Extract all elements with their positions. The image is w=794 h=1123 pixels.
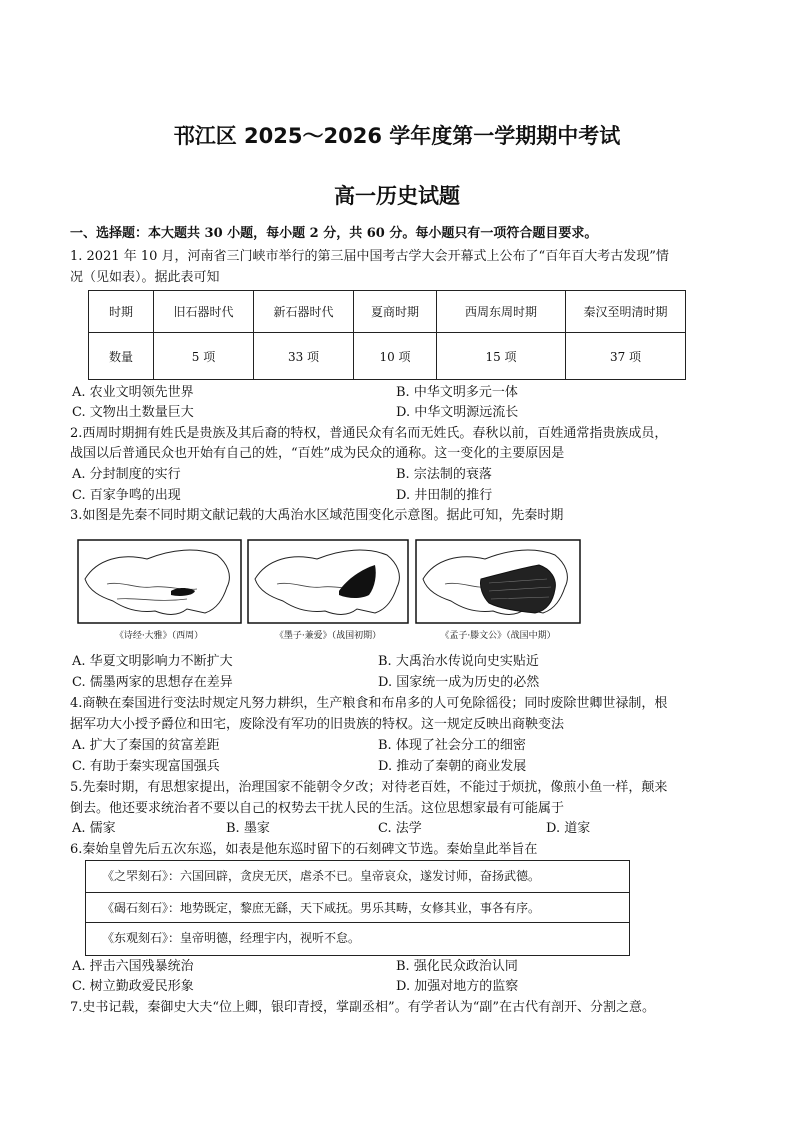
q3-option-d[interactable]: D. 国家统一成为历史的必然 bbox=[378, 675, 540, 690]
map-caption-1: 《诗经·大雅》（西周） bbox=[114, 631, 204, 641]
exam-subtitle: 高一历史试题 bbox=[334, 184, 460, 208]
table-header-cell: 秦汉至明清时期 bbox=[566, 291, 686, 333]
map-western-zhou bbox=[78, 540, 241, 623]
q4-option-a[interactable]: A. 扩大了秦国的贫富差距 bbox=[72, 738, 220, 753]
table-cell: 15 项 bbox=[437, 333, 566, 380]
q6-option-d[interactable]: D. 加强对地方的监察 bbox=[396, 979, 519, 994]
table-cell: 5 项 bbox=[154, 333, 254, 380]
q1-stem-line1: 1. 2021 年 10 月，河南省三门峡市举行的第三届中国考古学大会开幕式上公布了“百年百大考古发现”情 bbox=[70, 249, 669, 264]
table-header-cell: 西周东周时期 bbox=[437, 291, 566, 333]
q4-stem-line2: 据军功大小授予爵位和田宅，废除没有军功的旧贵族的特权。这一规定反映出商鞅变法 bbox=[70, 717, 565, 732]
q3-map-figure bbox=[77, 539, 582, 643]
table-header-cell: 旧石器时代 bbox=[154, 291, 254, 333]
q5-option-c[interactable]: C. 法学 bbox=[378, 821, 422, 836]
q1-option-d[interactable]: D. 中华文明源远流长 bbox=[396, 405, 519, 420]
q2-stem-line2: 战国以后普通民众也开始有自己的姓，“百姓”成为民众的通称。这一变化的主要原因是 bbox=[70, 446, 565, 461]
q4-option-b[interactable]: B. 体现了社会分工的细密 bbox=[378, 738, 526, 753]
table-header-cell: 夏商时期 bbox=[354, 291, 437, 333]
q6-option-b[interactable]: B. 强化民众政治认同 bbox=[396, 959, 518, 974]
inscription-row: 《碣石刻石》：地势既定，黎庶无繇，天下咸抚。男乐其畴，女修其业，事各有序。 bbox=[86, 892, 629, 923]
map-caption-3: 《孟子·滕文公》（战国中期） bbox=[440, 631, 556, 641]
q3-option-c[interactable]: C. 儒墨两家的思想存在差异 bbox=[72, 675, 233, 690]
q4-option-d[interactable]: D. 推动了秦朝的商业发展 bbox=[378, 759, 527, 774]
q1-stem-line2: 况（见如表）。据此表可知 bbox=[70, 270, 220, 285]
q2-stem-line1: 2.西周时期拥有姓氏是贵族及其后裔的特权，普通民众有名而无姓氏。春秋以前，百姓通常指贵族成员， bbox=[70, 426, 668, 441]
q6-option-a[interactable]: A. 抨击六国残暴统治 bbox=[72, 959, 194, 974]
table-cell: 10 项 bbox=[354, 333, 437, 380]
section-heading: 一、选择题：本大题共 30 小题，每小题 2 分，共 60 分。每小题只有一项符合题目要求。 bbox=[70, 226, 598, 241]
q5-option-a[interactable]: A. 儒家 bbox=[72, 821, 116, 836]
q5-stem-line1: 5.先秦时期，有思想家提出，治理国家不能朝令夕改；对待老百姓，不能过于烦扰，像煎小鱼一样，颠来 bbox=[70, 780, 668, 795]
q4-option-c[interactable]: C. 有助于秦实现富国强兵 bbox=[72, 759, 220, 774]
inscription-row: 《之罘刻石》：六国回辟，贪戾无厌，虐杀不已。皇帝哀众，遂发讨师，奋扬武德。 bbox=[102, 869, 541, 883]
q3-option-a[interactable]: A. 华夏文明影响力不断扩大 bbox=[72, 654, 233, 669]
q2-option-c[interactable]: C. 百家争鸣的出现 bbox=[72, 488, 181, 503]
q6-option-c[interactable]: C. 树立勤政爱民形象 bbox=[72, 979, 194, 994]
q4-stem-line1: 4.商鞅在秦国进行变法时规定凡努力耕织，生产粮食和布帛多的人可免除徭役；同时废除世卿世禄制，根 bbox=[70, 696, 668, 711]
q7-stem: 7.史书记载，秦御史大夫“位上卿，银印青授，掌副丞相”。有学者认为“副”在古代有剖开、分割之意。 bbox=[70, 1000, 655, 1015]
q1-option-c[interactable]: C. 文物出土数量巨大 bbox=[72, 405, 194, 420]
table-cell: 数量 bbox=[89, 333, 154, 380]
q2-option-d[interactable]: D. 井田制的推行 bbox=[396, 488, 493, 503]
q5-stem-line2: 倒去。他还要求统治者不要以自己的权势去干扰人民的生活。这位思想家最有可能属于 bbox=[70, 801, 565, 816]
q1-option-a[interactable]: A. 农业文明领先世界 bbox=[72, 385, 194, 400]
table-header-cell: 时期 bbox=[89, 291, 154, 333]
q6-inscription-table bbox=[85, 860, 630, 956]
q1-option-b[interactable]: B. 中华文明多元一体 bbox=[396, 385, 518, 400]
map-caption-2: 《墨子·兼爱》（战国初期） bbox=[274, 631, 382, 641]
q3-option-b[interactable]: B. 大禹治水传说向史实贴近 bbox=[378, 654, 539, 669]
q6-stem: 6.秦始皇曾先后五次东巡，如表是他东巡时留下的石刻碑文节选。秦始皇此举旨在 bbox=[70, 842, 538, 857]
table-cell: 33 项 bbox=[254, 333, 354, 380]
table-cell: 37 项 bbox=[566, 333, 686, 380]
map-early-warring-states bbox=[248, 540, 408, 623]
q2-option-b[interactable]: B. 宗法制的衰落 bbox=[396, 467, 492, 482]
q5-option-b[interactable]: B. 墨家 bbox=[226, 821, 270, 836]
q1-table bbox=[88, 290, 686, 380]
inscription-row: 《东观刻石》：皇帝明德，经理宇内，视听不怠。 bbox=[102, 931, 361, 945]
q2-option-a[interactable]: A. 分封制度的实行 bbox=[72, 467, 181, 482]
exam-title: 邗江区 2025～2026 学年度第一学期期中考试 bbox=[173, 124, 621, 148]
q5-option-d[interactable]: D. 道家 bbox=[546, 821, 591, 836]
q3-stem: 3.如图是先秦不同时期文献记载的大禹治水区域范围变化示意图。据此可知，先秦时期 bbox=[70, 508, 564, 523]
table-header-cell: 新石器时代 bbox=[254, 291, 354, 333]
map-mid-warring-states bbox=[416, 540, 580, 623]
